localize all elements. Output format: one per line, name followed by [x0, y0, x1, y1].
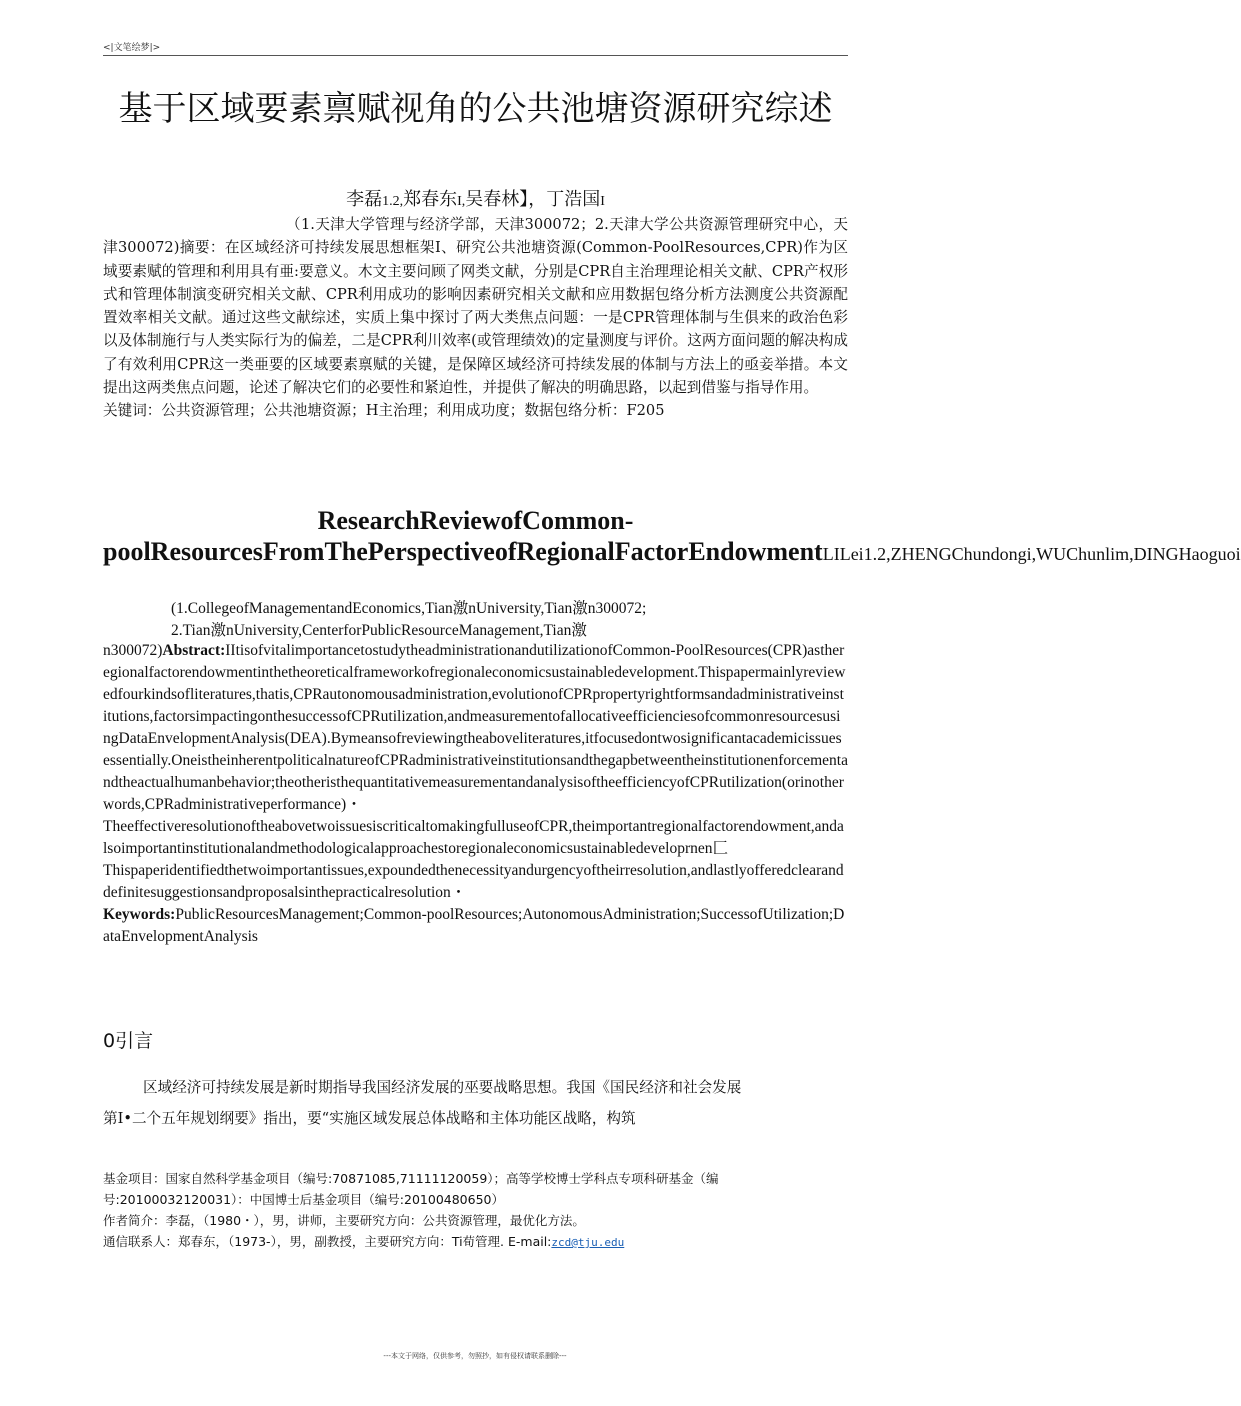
- abstract-paragraph: IItisofvitalimportancetostudytheadministrationandutilizationofCommon-PoolResources(CPR)astheregionalfactorendowmentinthetheoreticalframeworkofregionaleconomicsustainabledevelopment.Thispapermainlyreviewedfourkindsofliteratures,thatis,CPRautonomousadministration,evolutionofCPRpropertyrightformsandadministrativeinstitutions,factorsimpactingonthesuccessofCPRutilization,andmeasurementofallocativeefficienciesofcommonresourcesusingDataEnvelopmentAnalysis(DEA).Bymeansofreviewingtheaboveliteratures,itfocusedontwosignificantacademicissuesessentially.OneistheinherentpoliticalnatureofCPRadministrativeinstitutionsandthegapbetweentheinstitutionenforcementandtheactualhumanbehavior;theotheristhequantitativemeasurementandanalysisoftheefficiencyofCPRutilization(orinotherwords,CPRadministrativeperformance)・: [103, 642, 848, 813]
- author-name: 吴春林】，丁浩国: [465, 189, 601, 210]
- email-link[interactable]: zcd@tju.edu: [551, 1236, 625, 1249]
- author-name: 郑春东: [403, 189, 458, 210]
- english-abstract: [103, 640, 848, 948]
- intro-line: 第I•二个五年规划纲要》指出，要“实施区域发展总体战略和主体功能区战略，构筑: [103, 1110, 636, 1127]
- chinese-abstract: （1.天津大学管理与经济学部，天津300072；2.天津大学公共资源管理研究中心，天津300072)摘要：在区域经济可持续发展思想框架I、研究公共池塘资源(Common-PoolResources,CPR)作为区域要素赋的管理和利用具有亜:要意义。木文主要问顾了网类文献，分别是CPR自主治理理论相关文献、CPR产权形式和管理体制演变研究相关文献、CPR利用成功的影响因素研究相关文献和应用数据包络分析方法测度公共资源配置效率相关文献。通过这些文献综述，实质上集中探讨了两大类焦点问题：一是CPR管理体制与生俱来的政治色彩以及体制施行与人类实际行为的偏差，二是CPR利川效率(或管理绩效)的定量测度与评价。这两方面问题的解决构成了有效利用CPR这一类亜要的区域要素禀赋的关键，是保障区域经济可持续发展的体制与方法上的亟妾举措。本文提出这两类焦点问题，论述了解决它们的必要性和紧迫性，并提供了解决的明确思路，以起到借鉴与指导作用。: [103, 216, 848, 397]
- footnote-author: 作者简介：李磊，（1980・），男，讲师，主要研究方向：公共资源管理，最优化方法。: [103, 1213, 585, 1228]
- section-heading: 0引言: [103, 1030, 154, 1052]
- english-keywords: [103, 904, 848, 948]
- abstract-label: Abstract:: [162, 642, 226, 659]
- affiliation-tail: n300072): [103, 642, 163, 659]
- header-divider: [103, 55, 848, 56]
- keywords-text: PublicResourcesManagement;Common-poolResources;AutonomousAdministration;SuccessofUtilization;DataEnvelopmentAnalysis: [103, 906, 845, 945]
- footer-note: ---本文于网络，仅供参考，勿照抄，如有侵权请联系删除---: [383, 1352, 567, 1360]
- chinese-keywords: 关键词：公共资源管理；公共池塘资源；H主治理；利用成功度；数据包络分析：F205: [103, 402, 665, 420]
- footnote-fund: 基金项目：国家自然科学基金项目（编号:70871085,71111120059）；高等学校博士学科点专项科研基金（编号:20100032120031）：中国博士后基金项目（编号:20100480650）: [103, 1171, 719, 1207]
- english-affiliations: [103, 598, 848, 642]
- author-affil-mark: I: [600, 194, 605, 209]
- footnotes: [103, 1168, 851, 1253]
- abstract-paragraph: Thispaperidentifiedthetwoimportantissues,expoundedthenecessityandurgencyoftheirresolution,andlastlyofferedclearanddefinitesuggestionsandproposalsinthepracticalresolution・: [103, 862, 844, 901]
- english-title-block: [103, 505, 1241, 570]
- affiliation-line: 2.Tian激nUniversity,CenterforPublicResourceManagement,Tian激: [171, 622, 587, 639]
- intro-line: [103, 1072, 848, 1103]
- english-title: ResearchReviewofCommon-poolResourcesFromThePerspectiveofRegionalFactorEndowment: [103, 506, 823, 566]
- intro-text: [103, 1072, 848, 1134]
- chinese-title: 基于区域要素禀赋视角的公共池塘资源研究综述: [118, 89, 833, 129]
- intro-line-text: 区域经济可持续发展是新时期指导我国经济发展的巫要战略思想。我国《国民经济和社会发展: [143, 1079, 742, 1096]
- author-affil-mark: 1.2,: [382, 194, 404, 209]
- affiliation-line: (1.CollegeofManagementandEconomics,Tian激nUniversity,Tian激n300072;: [171, 600, 647, 617]
- chinese-abstract-block: [103, 213, 848, 423]
- english-authors: LILei1.2,ZHENGChundongi,WUChunlim,DINGHaoguoi: [822, 544, 1241, 564]
- header-mark: <|文笔绘梦|>: [103, 43, 161, 53]
- abstract-paragraph: TheeffectiveresolutionoftheabovetwoissuesiscriticaltomakingfulluseofCPR,theimportantregionalfactorendowment,andalsoimportantinstitutionalandmethodologicalapproachestoregionaleconomicsustainabledeveloprnen匚: [103, 818, 844, 857]
- chinese-authors: [103, 188, 848, 214]
- keywords-label: Keywords:: [103, 906, 176, 923]
- footnote-contact: [103, 1231, 851, 1253]
- author-name: 李磊: [346, 189, 383, 210]
- author-affil-mark: I,: [457, 194, 466, 209]
- contact-text: 通信联系人：郑春东，（1973-），男，副教授，主要研究方向：Ti荀管理. E-mail:: [103, 1234, 552, 1249]
